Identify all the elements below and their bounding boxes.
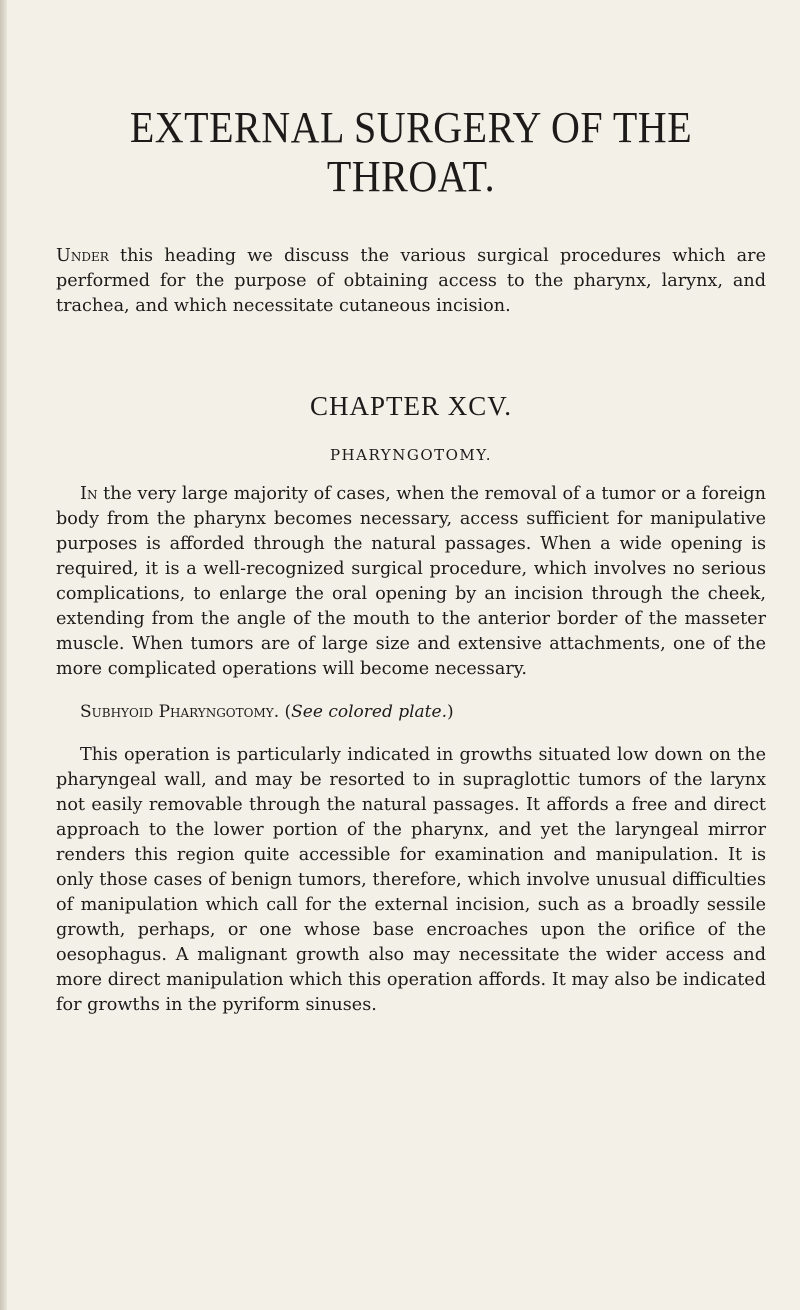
subheading-ref-open: ( <box>284 702 292 722</box>
chapter-number: CHAPTER XCV. <box>309 391 513 421</box>
paragraph-2: This operation is particularly indicated in growths situated low down on the pharyngeal wall, and may be resorted to in supraglottic tumors of the larynx not easily removable through the natural passages. It affords a free and direct approach to the lower portion of the pharynx, and yet the laryngeal mirror renders this region quite accessible for examination and manipulation. It is only those cases of benign tumors, therefore, which involve unusual difficulties of manipulation which call for the external incision, such as a broadly sessile growth, perhaps, or one whose base encroaches upon the orifice of the oesophagus. A malignant growth also may necessitate the wider access and more direct manipulation which this operation affords. It may also be indicated for growths in the pyriform sinuses. <box>56 745 766 1015</box>
subheading-title: Subhyoid Pharyngotomy. <box>80 702 280 722</box>
section-subheading <box>56 700 766 725</box>
intro-lead: Under <box>56 246 109 266</box>
document-page <box>56 40 766 1018</box>
intro-paragraph <box>56 244 766 319</box>
subheading-ref: See colored plate. <box>291 702 447 722</box>
main-title: EXTERNAL SURGERY OF THE THROAT. <box>129 101 693 202</box>
paragraph-1-lead: In <box>80 484 98 504</box>
paragraph-1-text: the very large majority of cases, when the removal of a tumor or a foreign body from the pharynx becomes necessary, access sufficient for manipulative purposes is afforded through the natural passages. When a wide opening is required, it is a well-recognized surgical procedure, which involves no serious complications, to enlarge the oral opening by an incision through the cheek, extending from the angle of the mouth to the anterior border of the masseter muscle. When tumors are of large size and extensive attachments, one of the more complicated operations will become necessary. <box>56 484 766 679</box>
chapter-title: PHARYNGOTOMY. <box>329 446 493 464</box>
intro-text: this heading we discuss the various surgical procedures which are performed for the purpose of obtaining access to the pharynx, larynx, and trachea, and which necessitate cutaneous incision. <box>56 246 766 316</box>
subheading-ref-close: ) <box>446 702 454 722</box>
page-edge <box>0 0 7 1310</box>
paragraph-1 <box>56 482 766 682</box>
